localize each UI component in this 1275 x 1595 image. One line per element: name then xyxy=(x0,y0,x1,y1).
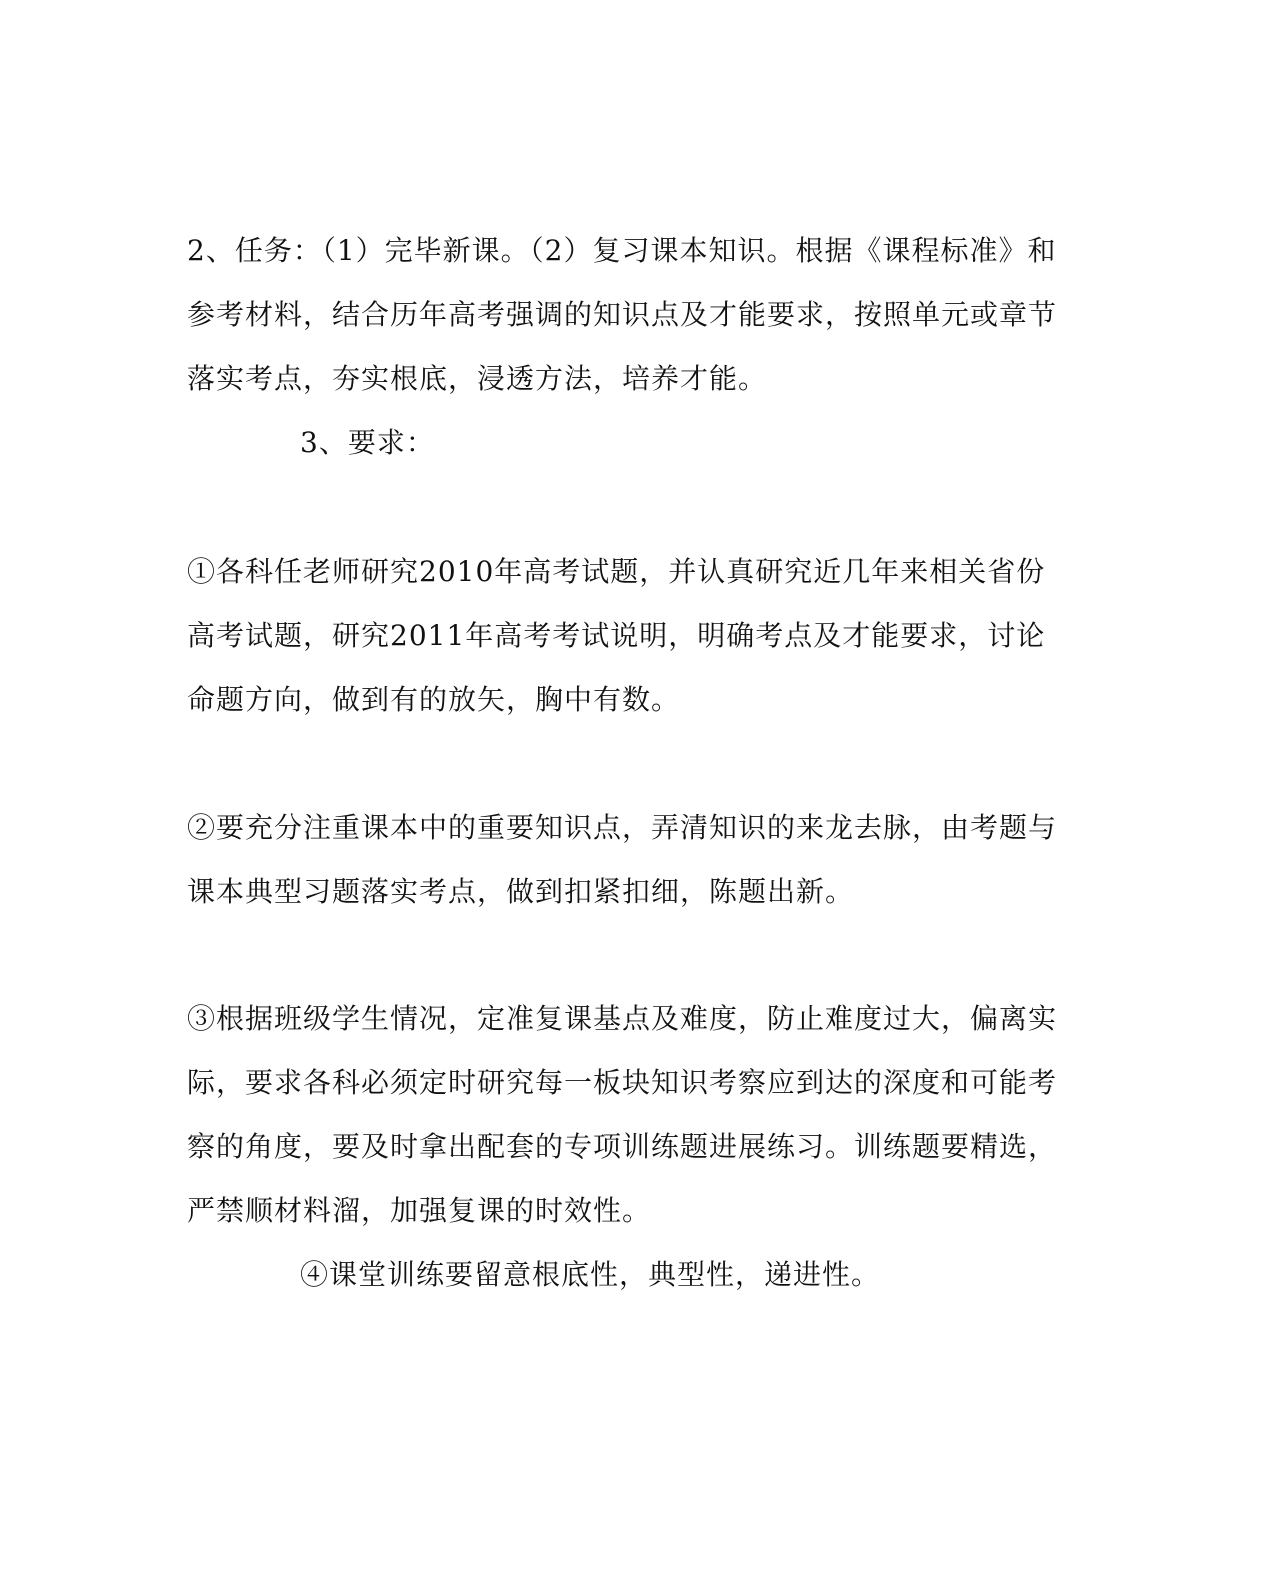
requirement-item-2: ②要充分注重课本中的重要知识点，弄清知识的来龙去脉，由考题与课本典型习题落实考点，做到扣紧扣细，陈题出新。 xyxy=(187,811,1058,908)
requirement-item-3: ③根据班级学生情况，定准复课基点及难度，防止难度过大，偏离实际，要求各科必须定时研究每一板块知识考察应到达的深度和可能考察的角度，要及时拿出配套的专项训练题进展练习。训练题要精选，严禁顺材料溜，加强复课的时效性。 xyxy=(187,1002,1058,1227)
requirements-heading: 3、要求： xyxy=(300,426,435,459)
task-paragraph: 2、任务：（1）完毕新课。（2）复习课本知识。根据《课程标准》和参考材料，结合历年高考强调的知识点及才能要求，按照单元或章节落实考点，夯实根底，浸透方法，培养才能。 xyxy=(187,234,1058,395)
requirement-item-4: ④课堂训练要留意根底性，典型性，递进性。 xyxy=(300,1258,881,1291)
requirement-item-1: ①各科任老师研究2010年高考试题，并认真研究近几年来相关省份高考试题，研究2011年高考考试说明，明确考点及才能要求，讨论命题方向，做到有的放矢，胸中有数。 xyxy=(187,555,1046,716)
